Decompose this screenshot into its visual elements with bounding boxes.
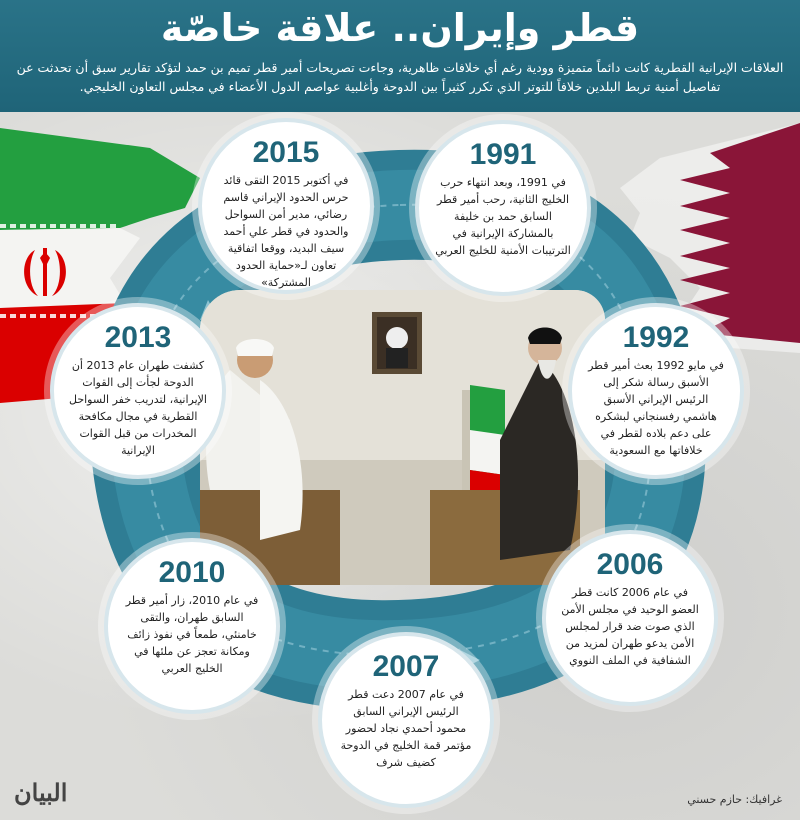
timeline-year: 2007: [372, 650, 440, 683]
timeline-circle-2010: [104, 538, 280, 714]
timeline-circle-2007: [318, 632, 494, 808]
timeline-circle-2006: [542, 530, 718, 706]
publication-logo: البيان: [14, 778, 68, 807]
graphic-credit: غرافيك: حازم حسني: [687, 793, 782, 806]
timeline-text: كشفت طهران عام 2013 أن الدوحة لجأت إلى القوات الإيرانية، لتدريب خفر السواحل القطرية في مجال مكافحة المخدرات من قبل القوات الإيرانية: [69, 359, 207, 457]
intro-paragraph: العلاقات الإيرانية القطرية كانت دائماً متميزة وودية رغم أي خلافات ظاهرية، وجاءت تصريحات أمير قطر تميم بن حمد لتؤكد تقارير سبق أن تحدثت عن تفاصيل أمنية تربط البلدين خلافاً للتوتر الذي تكرر كثيراً بين الدوحة وأغلبية عواصم الدول الأعضاء في مجلس التعاون الخليجي.: [16, 60, 784, 94]
timeline-text: في عام 2006 كانت قطر العضو الوحيد في مجلس الأمن الذي صوت ضد قرار لمجلس الأمن يدعو طهران لمزيد من الشفافية في الملف النووي: [561, 586, 699, 667]
timeline-circle-1991: [415, 120, 591, 296]
timeline-year: 2015: [252, 136, 320, 169]
timeline-year: 2013: [104, 321, 172, 354]
timeline-text: في 1991، وبعد انتهاء حرب الخليج الثانية، رحب أمير قطر السابق حمد بن خليفة بالمشاركة الإيرانية في الترتيبات الأمنية للخليج العربي: [435, 176, 571, 257]
timeline-text: في عام 2010، زار أمير قطر السابق طهران، والتقى خامنئي، طمعاً في نفوذ زائف ومكانة تعجز عن ملئها في الخليج العربي: [125, 594, 259, 675]
meeting-photo: [200, 290, 605, 585]
timeline-text: في مايو 1992 بعث أمير قطر الأسبق رسالة شكر إلى الرئيس الإيراني الأسبق هاشمي رفسنجاني لبشكره على دعم بلاده لقطر في خلافاتها مع السعودية: [588, 359, 724, 457]
page-title: قطر وإيران.. علاقة خاصّة: [160, 6, 640, 50]
timeline-circle-2015: [198, 118, 374, 294]
timeline-text: في عام 2007 دعت قطر الرئيس الإيراني السابق محمود أحمدي نجاد لحضور مؤتمر قمة الخليج في الدوحة كضيف شرف: [340, 688, 472, 769]
timeline-year: 2010: [158, 556, 226, 589]
timeline-year: 1992: [622, 321, 690, 354]
timeline-year: 2006: [596, 548, 664, 581]
timeline-year: 1991: [469, 138, 537, 171]
timeline-circle-1992: [568, 303, 744, 479]
meeting-photo-illustration: [200, 290, 605, 585]
timeline-circle-2013: [50, 303, 226, 479]
timeline-text: في أكتوبر 2015 التقى قائد حرس الحدود الإيراني قاسم رضائي، مدير أمن السواحل والحدود في قطر علي أحمد سيف البديد، ووقعا اتفاقية تعاون لـ«حماية الحدود المشتركة»: [223, 174, 349, 289]
